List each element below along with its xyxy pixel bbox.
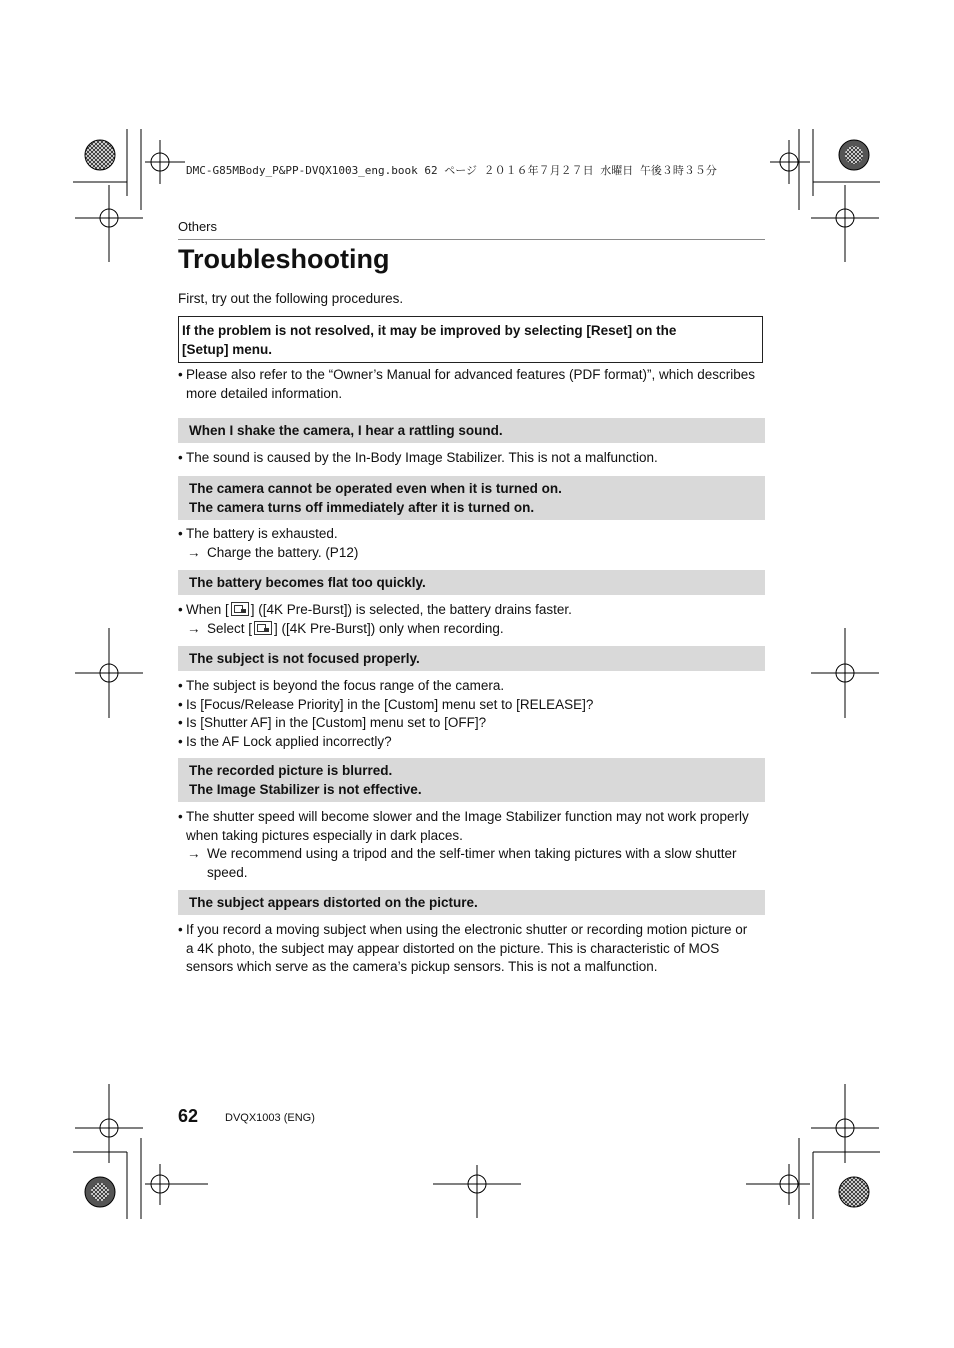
crosshair-8 [811,1084,879,1163]
action-text-pre: Select [ [207,620,253,636]
action-text-post: ] ([4K Pre-Burst]) only when recording. [274,620,504,636]
crosshair-2 [811,185,879,262]
answer-line-3: sensors which serve as the camera’s pickup sensors. This is not a malfunction. [186,959,658,975]
crosshair-6 [811,628,879,718]
answer-list-battery [178,601,768,638]
answer-list-blur [178,808,768,883]
list-item: • The sound is caused by the In-Body Image Stabilizer. This is not a malfunction. [178,449,768,468]
question-rattling-sound: When I shake the camera, I hear a rattling sound. [178,418,765,443]
question-line-1: The recorded picture is blurred. [189,763,393,778]
section-divider [178,239,765,240]
arrow-icon: → [187,544,201,560]
answer-list-distortion [178,921,768,977]
page-number: 62 [178,1106,199,1126]
action-text: Charge the battery. (P12) [207,544,359,560]
answer-line-2: when taking pictures especially in dark places. [186,827,463,843]
answer-line-1: If you record a moving subject when using the electronic shutter or recording motion picture or [186,922,748,937]
question-camera-power [178,476,765,520]
print-header: DMC-G85MBody_P&PP-DVQX1003_eng.book 62 ページ ２０１６年７月２７日 水曜日 午後３時３５分 [186,164,717,177]
crosshair-7 [75,1084,143,1163]
registration-burst-top-right [839,140,869,170]
notice-line-2: [Setup] menu. [182,342,272,357]
arrow-icon: → [187,620,201,636]
footer-code: DVQX1003 (ENG) [225,1112,315,1124]
page-title: Troubleshooting [178,244,390,274]
list-item: • Is [Shutter AF] in the [Custom] menu set to [OFF]? [178,714,768,733]
4k-pre-burst-icon [254,621,272,635]
list-item: • Is [Focus/Release Priority] in the [Custom] menu set to [RELEASE]? [178,696,768,715]
answer-list-rattling [178,449,768,468]
question-blurred-picture [178,758,765,802]
list-item: • Is the AF Lock applied incorrectly? [178,733,768,752]
answer-list-power [178,525,768,562]
crosshair-5 [75,628,143,718]
crosshair-4 [770,140,810,184]
list-item [178,366,768,403]
notice-line-1: If the problem is not resolved, it may be improved by selecting [Reset] on the [182,323,677,338]
reference-note-line-1: Please also refer to the “Owner’s Manual for advanced features (PDF format)”, which describes [186,367,755,382]
question-battery-flat: The battery becomes flat too quickly. [178,570,765,595]
action-item [178,845,768,882]
action-line-2: speed. [207,865,248,881]
question-line-1: The camera cannot be operated even when it is turned on. [189,481,562,496]
registration-burst-bottom-right [839,1177,869,1207]
crosshair-1 [75,185,143,262]
crosshair-9 [145,1164,208,1205]
question-not-focused: The subject is not focused properly. [178,646,765,671]
reset-notice-box [178,316,763,363]
crosshair-3 [145,140,185,184]
question-line-2: The Image Stabilizer is not effective. [189,782,422,797]
list-item [178,921,768,977]
action-item [178,620,768,639]
crosshair-10 [433,1165,521,1218]
list-item [178,601,768,620]
answer-list-focus [178,677,768,752]
4k-pre-burst-icon [231,602,249,616]
action-line-1: We recommend using a tripod and the self-timer when taking pictures with a slow shutter [207,846,737,862]
registration-burst-top-left [85,140,115,170]
registration-burst-bottom-left [85,1177,115,1207]
answer-line-2: a 4K photo, the subject may appear distorted on the picture. This is characteristic of MOS [186,940,720,956]
list-item: • The battery is exhausted. [178,525,768,544]
answer-line-1: The shutter speed will become slower and the Image Stabilizer function may not work properly [186,809,749,824]
question-line-2: The camera turns off immediately after it is turned on. [189,500,535,515]
section-label: Others [178,219,218,234]
crosshair-11 [746,1164,810,1205]
question-distorted-subject: The subject appears distorted on the picture. [178,890,765,915]
action-item [178,544,768,563]
intro-text: First, try out the following procedures. [178,291,404,306]
reference-note-line-2: more detailed information. [186,385,343,401]
list-item [178,808,768,845]
reference-note [178,366,768,403]
answer-text-post: ] ([4K Pre-Burst]) is selected, the battery drains faster. [250,602,572,617]
answer-text-pre: When [ [186,602,229,617]
list-item: • The subject is beyond the focus range of the camera. [178,677,768,696]
arrow-icon: → [187,846,201,862]
